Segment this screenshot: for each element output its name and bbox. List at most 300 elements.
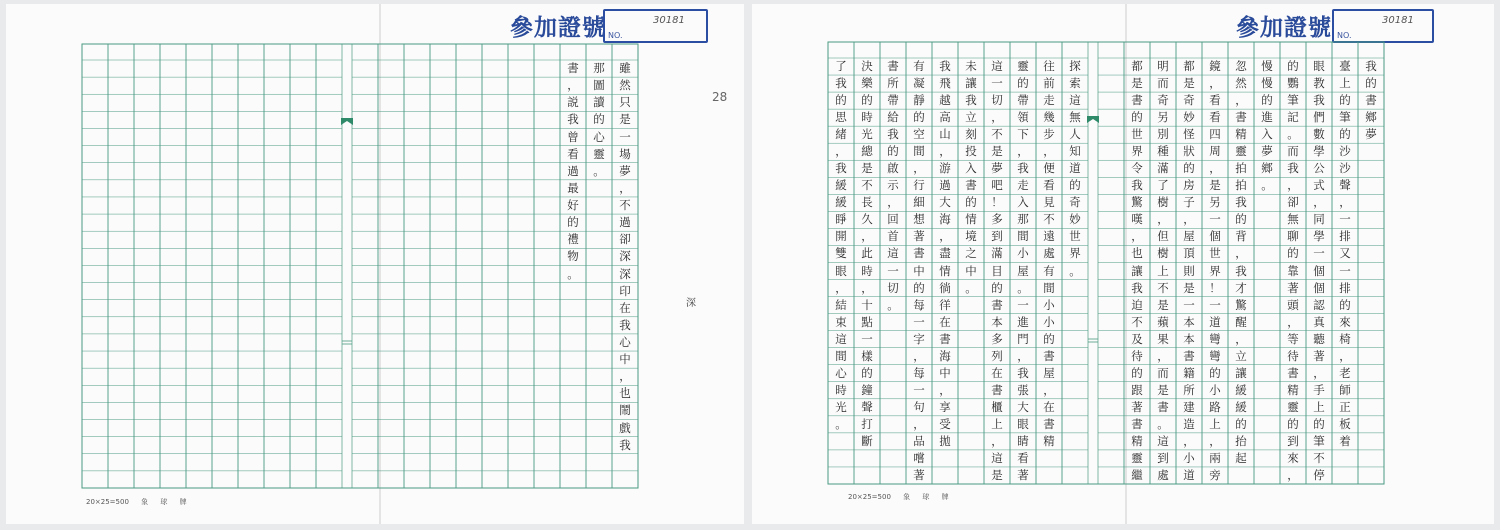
manuscript-character: 世 bbox=[1131, 127, 1143, 142]
manuscript-character: 進 bbox=[1017, 314, 1029, 329]
manuscript-character: 嚐 bbox=[913, 450, 925, 465]
manuscript-character: 圖 bbox=[593, 78, 605, 93]
manuscript-character: 靈 bbox=[1017, 59, 1029, 74]
manuscript-character: 兩 bbox=[1209, 450, 1221, 465]
manuscript-character: ， bbox=[1043, 382, 1055, 397]
manuscript-character: 入 bbox=[965, 161, 977, 176]
manuscript-character: 那 bbox=[593, 61, 605, 76]
paper-brand: 象 球 牌 bbox=[141, 498, 187, 506]
manuscript-character: 但 bbox=[1157, 229, 1169, 244]
manuscript-character: 們 bbox=[1313, 110, 1325, 125]
manuscript-character: 書 bbox=[1287, 365, 1299, 380]
center-bookmark-mark bbox=[341, 118, 353, 125]
manuscript-character: 好 bbox=[567, 198, 579, 213]
manuscript-character: 上 bbox=[991, 416, 1003, 431]
manuscript-character: 刻 bbox=[965, 127, 977, 142]
manuscript-character: 。 bbox=[1069, 263, 1081, 278]
manuscript-character: 排 bbox=[1339, 280, 1351, 295]
manuscript-character: 是 bbox=[991, 144, 1003, 159]
manuscript-character: ， bbox=[1131, 229, 1143, 244]
manuscript-character: 中 bbox=[965, 263, 977, 278]
manuscript-character: 説 bbox=[567, 95, 579, 110]
manuscript-character: 一 bbox=[1017, 297, 1029, 312]
manuscript-character: 書 bbox=[887, 59, 899, 74]
manuscript-character: 。 bbox=[835, 416, 847, 431]
manuscript-character: 給 bbox=[887, 110, 899, 125]
manuscript-character: 一 bbox=[991, 76, 1003, 91]
manuscript-character: 我 bbox=[965, 93, 977, 108]
insert-mark: 深 bbox=[686, 298, 696, 309]
manuscript-character: 屋 bbox=[1183, 229, 1195, 244]
manuscript-character: 建 bbox=[1183, 399, 1195, 414]
manuscript-character: 師 bbox=[1339, 382, 1351, 397]
manuscript-character: 也 bbox=[1131, 246, 1143, 261]
manuscript-character: 界 bbox=[1209, 263, 1221, 278]
grid-border bbox=[82, 44, 638, 488]
manuscript-character: ， bbox=[1209, 76, 1221, 91]
manuscript-character: 看 bbox=[567, 146, 579, 161]
manuscript-character: 旁 bbox=[1209, 467, 1221, 482]
manuscript-character: 徜 bbox=[939, 280, 951, 295]
manuscript-character: 一 bbox=[913, 382, 925, 397]
manuscript-character: 。 bbox=[965, 280, 977, 295]
manuscript-character: 大 bbox=[1017, 399, 1029, 414]
manuscript-character: ， bbox=[1339, 348, 1351, 363]
manuscript-character: 一 bbox=[1313, 246, 1325, 261]
manuscript-character: 鄉 bbox=[1261, 161, 1273, 176]
manuscript-character: 我 bbox=[835, 76, 847, 91]
manuscript-character: ， bbox=[1235, 93, 1247, 108]
manuscript-character: 書 bbox=[965, 178, 977, 193]
manuscript-character: 深 bbox=[619, 266, 631, 281]
manuscript-character: 夢 bbox=[1365, 127, 1377, 142]
manuscript-character: 有 bbox=[913, 59, 925, 74]
manuscript-character: 讀 bbox=[593, 95, 605, 110]
manuscript-character: 聲 bbox=[1339, 178, 1351, 193]
manuscript-character: 狀 bbox=[1183, 144, 1195, 159]
manuscript-character: 聲 bbox=[861, 399, 873, 414]
manuscript-character: 書 bbox=[567, 61, 579, 76]
manuscript-character: 學 bbox=[1313, 229, 1325, 244]
manuscript-character: 及 bbox=[1131, 331, 1143, 346]
manuscript-character: 領 bbox=[1017, 110, 1029, 125]
manuscript-character: 果 bbox=[1157, 331, 1169, 346]
manuscript-character: 切 bbox=[887, 280, 899, 295]
manuscript-character: 著 bbox=[1287, 280, 1299, 295]
manuscript-character: 待 bbox=[1131, 348, 1143, 363]
manuscript-character: 我 bbox=[567, 112, 579, 127]
manuscript-character: 所 bbox=[887, 76, 899, 91]
manuscript-character: 思 bbox=[835, 110, 847, 125]
manuscript-character: 緩 bbox=[835, 195, 847, 210]
manuscript-character: 同 bbox=[1313, 212, 1325, 227]
manuscript-character: 上 bbox=[1339, 76, 1351, 91]
manuscript-character: 我 bbox=[887, 127, 899, 142]
manuscript-character: 個 bbox=[1313, 280, 1325, 295]
manuscript-character: 的 bbox=[1131, 365, 1143, 380]
manuscript-character: 驚 bbox=[1235, 297, 1247, 312]
manuscript-character: 凝 bbox=[913, 76, 925, 91]
manuscript-character: 時 bbox=[835, 382, 847, 397]
manuscript-character: 的 bbox=[835, 93, 847, 108]
manuscript-character: ， bbox=[861, 280, 873, 295]
manuscript-character: 我 bbox=[619, 317, 631, 332]
manuscript-character: 大 bbox=[939, 195, 951, 210]
manuscript-character: 筆 bbox=[1287, 93, 1299, 108]
manuscript-character: 樹 bbox=[1157, 246, 1169, 261]
manuscript-character: 四 bbox=[1209, 127, 1221, 142]
manuscript-character: 時 bbox=[861, 263, 873, 278]
manuscript-character: 探 bbox=[1069, 59, 1081, 74]
manuscript-character: 書 bbox=[991, 382, 1003, 397]
manuscript-character: 認 bbox=[1313, 297, 1325, 312]
manuscript-character: ， bbox=[887, 195, 899, 210]
manuscript-character: 的 bbox=[1131, 110, 1143, 125]
manuscript-character: 本 bbox=[1183, 314, 1195, 329]
manuscript-character: 投 bbox=[965, 144, 977, 159]
manuscript-character: 的 bbox=[1287, 59, 1299, 74]
manuscript-character: 停 bbox=[1313, 467, 1325, 482]
manuscript-character: 一 bbox=[1209, 212, 1221, 227]
manuscript-character: ， bbox=[939, 229, 951, 244]
manuscript-character: 的 bbox=[965, 195, 977, 210]
manuscript-character: 夢 bbox=[991, 161, 1003, 176]
manuscript-character: 學 bbox=[1313, 144, 1325, 159]
manuscript-character: 一 bbox=[1209, 297, 1221, 312]
manuscript-character: 斷 bbox=[861, 433, 873, 448]
manuscript-character: 另 bbox=[1209, 195, 1221, 210]
manuscript-character: 是 bbox=[1183, 76, 1195, 91]
manuscript-character: 路 bbox=[1209, 399, 1221, 414]
manuscript-character: 奇 bbox=[1157, 93, 1169, 108]
manuscript-character: ， bbox=[1209, 433, 1221, 448]
manuscript-character: 雖 bbox=[619, 61, 631, 76]
manuscript-character: 書 bbox=[939, 331, 951, 346]
manuscript-character: 樣 bbox=[861, 348, 873, 363]
manuscript-character: 靜 bbox=[913, 93, 925, 108]
manuscript-character: 首 bbox=[887, 229, 899, 244]
manuscript-character: 著 bbox=[1131, 399, 1143, 414]
manuscript-character: 門 bbox=[1017, 331, 1029, 346]
manuscript-character: 一 bbox=[913, 314, 925, 329]
manuscript-character: 中 bbox=[913, 263, 925, 278]
manuscript-character: 書 bbox=[1183, 348, 1195, 363]
manuscript-character: 睛 bbox=[1017, 433, 1029, 448]
manuscript-character: 處 bbox=[1157, 467, 1169, 482]
manuscript-character: 走 bbox=[1043, 93, 1055, 108]
manuscript-character: 行 bbox=[913, 178, 925, 193]
manuscript-character: 書 bbox=[1235, 110, 1247, 125]
manuscript-character: 子 bbox=[1183, 195, 1195, 210]
manuscript-character: 屋 bbox=[1017, 263, 1029, 278]
manuscript-character: 公 bbox=[1313, 161, 1325, 176]
manuscript-character: ， bbox=[991, 110, 1003, 125]
manuscript-character: ！ bbox=[991, 195, 1003, 210]
manuscript-character: 讓 bbox=[1235, 365, 1247, 380]
manuscript-character: 回 bbox=[887, 212, 899, 227]
manuscript-character: 迫 bbox=[1131, 297, 1143, 312]
manuscript-character: 在 bbox=[991, 365, 1003, 380]
manuscript-character: 書 bbox=[991, 297, 1003, 312]
manuscript-character: 不 bbox=[619, 198, 631, 213]
manuscript-character: 之 bbox=[965, 246, 977, 261]
manuscript-character: 老 bbox=[1339, 365, 1351, 380]
manuscript-character: 籍 bbox=[1183, 365, 1195, 380]
manuscript-character: 最 bbox=[567, 180, 579, 195]
manuscript-character: 嘆 bbox=[1131, 212, 1143, 227]
manuscript-character: 書 bbox=[1157, 399, 1169, 414]
manuscript-character: 數 bbox=[1313, 127, 1325, 142]
left-sheet bbox=[6, 4, 744, 524]
manuscript-character: 我 bbox=[939, 59, 951, 74]
manuscript-character: 是 bbox=[1131, 76, 1143, 91]
manuscript-character: 精 bbox=[1235, 127, 1247, 142]
manuscript-character: 小 bbox=[1043, 314, 1055, 329]
manuscript-character: 帶 bbox=[887, 93, 899, 108]
manuscript-character: 切 bbox=[991, 93, 1003, 108]
manuscript-character: 頭 bbox=[1287, 297, 1299, 312]
manuscript-character: 書 bbox=[1043, 348, 1055, 363]
manuscript-character: 周 bbox=[1209, 144, 1221, 159]
manuscript-character: 中 bbox=[939, 365, 951, 380]
manuscript-character: 有 bbox=[1043, 263, 1055, 278]
manuscript-character: ， bbox=[1157, 212, 1169, 227]
manuscript-character: 我 bbox=[1235, 263, 1247, 278]
manuscript-character: 列 bbox=[991, 348, 1003, 363]
manuscript-character: 目 bbox=[991, 263, 1003, 278]
manuscript-character: ， bbox=[991, 433, 1003, 448]
manuscript-character: 深 bbox=[619, 249, 631, 264]
manuscript-character: 無 bbox=[1287, 212, 1299, 227]
manuscript-character: 到 bbox=[1157, 450, 1169, 465]
right-sheet bbox=[752, 4, 1494, 524]
manuscript-character: 道 bbox=[1183, 467, 1195, 482]
manuscript-character: 間 bbox=[913, 144, 925, 159]
manuscript-character: 本 bbox=[991, 314, 1003, 329]
manuscript-character: 細 bbox=[913, 195, 925, 210]
manuscript-character: ， bbox=[1209, 161, 1221, 176]
manuscript-character: 中 bbox=[619, 352, 631, 367]
manuscript-character: 怪 bbox=[1183, 127, 1195, 142]
manuscript-character: 久 bbox=[861, 212, 873, 227]
manuscript-character: 是 bbox=[1157, 382, 1169, 397]
manuscript-character: 的 bbox=[1339, 127, 1351, 142]
manuscript-character: 這 bbox=[991, 59, 1003, 74]
manuscript-character: 櫃 bbox=[991, 399, 1003, 414]
manuscript-character: 書 bbox=[913, 246, 925, 261]
manuscript-character: 卻 bbox=[619, 232, 631, 247]
stamp-no-label: NO. bbox=[608, 31, 623, 40]
manuscript-character: ， bbox=[567, 78, 579, 93]
manuscript-character: 這 bbox=[887, 246, 899, 261]
grid-size-label: 20×25=500 bbox=[848, 493, 891, 501]
manuscript-character: 精 bbox=[1131, 433, 1143, 448]
manuscript-character: 卻 bbox=[1287, 195, 1299, 210]
manuscript-character: 未 bbox=[965, 59, 977, 74]
paper-footer bbox=[86, 497, 187, 507]
manuscript-character: 了 bbox=[1157, 178, 1169, 193]
manuscript-character: 入 bbox=[1017, 195, 1029, 210]
manuscript-character: 小 bbox=[1017, 246, 1029, 261]
manuscript-character: 拍 bbox=[1235, 161, 1247, 176]
manuscript-character: 看 bbox=[1209, 93, 1221, 108]
manuscript-character: 才 bbox=[1235, 280, 1247, 295]
manuscript-character: 小 bbox=[1209, 382, 1221, 397]
manuscript-character: 一 bbox=[1339, 212, 1351, 227]
manuscript-character: 間 bbox=[835, 348, 847, 363]
manuscript-character: 奇 bbox=[1183, 93, 1195, 108]
manuscript-character: ， bbox=[1017, 144, 1029, 159]
manuscript-character: 游 bbox=[939, 161, 951, 176]
stamp-label: 參加證號 bbox=[510, 14, 606, 41]
manuscript-character: 不 bbox=[1313, 450, 1325, 465]
manuscript-character: 索 bbox=[1069, 76, 1081, 91]
manuscript-character: 的 bbox=[1209, 365, 1221, 380]
manuscript-character: 小 bbox=[1043, 297, 1055, 312]
manuscript-character: 種 bbox=[1157, 144, 1169, 159]
manuscript-character: 我 bbox=[1131, 178, 1143, 193]
manuscript-character: 起 bbox=[1235, 450, 1247, 465]
manuscript-character: 心 bbox=[619, 334, 631, 349]
manuscript-character: 滿 bbox=[991, 246, 1003, 261]
manuscript-character: 著 bbox=[1313, 348, 1325, 363]
manuscript-character: 界 bbox=[1131, 144, 1143, 159]
manuscript-character: ， bbox=[1183, 433, 1195, 448]
manuscript-character: 我 bbox=[835, 161, 847, 176]
manuscript-character: 鸚 bbox=[1287, 76, 1299, 91]
manuscript-character: 的 bbox=[1313, 416, 1325, 431]
manuscript-character: 只 bbox=[619, 95, 631, 110]
manuscript-character: 心 bbox=[835, 365, 847, 380]
manuscript-character: 立 bbox=[1235, 348, 1247, 363]
manuscript-character: 書 bbox=[1043, 416, 1055, 431]
manuscript-character: 道 bbox=[1069, 161, 1081, 176]
manuscript-character: 又 bbox=[1339, 246, 1351, 261]
manuscript-character: ， bbox=[1043, 144, 1055, 159]
manuscript-character: 睜 bbox=[835, 212, 847, 227]
manuscript-character: 明 bbox=[1157, 59, 1169, 74]
manuscript-character: 來 bbox=[1287, 450, 1299, 465]
manuscript-character: 總 bbox=[861, 144, 873, 159]
manuscript-character: 沙 bbox=[1339, 161, 1351, 176]
manuscript-character: ， bbox=[835, 144, 847, 159]
manuscript-character: 一 bbox=[1339, 263, 1351, 278]
manuscript-character: 間 bbox=[1043, 280, 1055, 295]
manuscript-character: 的 bbox=[1069, 178, 1081, 193]
manuscript-character: 夢 bbox=[619, 163, 631, 178]
manuscript-character: 不 bbox=[1157, 280, 1169, 295]
manuscript-character: 醒 bbox=[1235, 314, 1247, 329]
manuscript-character: 是 bbox=[991, 467, 1003, 482]
manuscript-character: 的 bbox=[913, 110, 925, 125]
manuscript-character: 一 bbox=[861, 331, 873, 346]
manuscript-character: 著 bbox=[1017, 467, 1029, 482]
manuscript-character: 精 bbox=[1043, 433, 1055, 448]
manuscript-character: ， bbox=[619, 369, 631, 384]
manuscript-character: 鐘 bbox=[861, 382, 873, 397]
manuscript-character: ， bbox=[1235, 331, 1247, 346]
manuscript-character: ， bbox=[1313, 365, 1325, 380]
manuscript-character: 的 bbox=[1365, 76, 1377, 91]
manuscript-character: 海 bbox=[939, 212, 951, 227]
manuscript-character: 鄉 bbox=[1365, 110, 1377, 125]
manuscript-character: 靈 bbox=[1235, 144, 1247, 159]
manuscript-character: 示 bbox=[887, 178, 899, 193]
manuscript-character: 每 bbox=[913, 297, 925, 312]
manuscript-character: 步 bbox=[1043, 127, 1055, 142]
manuscript-character: 。 bbox=[1157, 416, 1169, 431]
manuscript-character: ， bbox=[1287, 178, 1299, 193]
manuscript-character: 我 bbox=[1131, 280, 1143, 295]
manuscript-character: ， bbox=[835, 280, 847, 295]
manuscript-character: ， bbox=[1339, 195, 1351, 210]
paper-brand: 象 球 牌 bbox=[903, 493, 949, 501]
manuscript-character: 靈 bbox=[593, 146, 605, 161]
manuscript-character: 空 bbox=[913, 127, 925, 142]
manuscript-character: 多 bbox=[991, 212, 1003, 227]
manuscript-character: 不 bbox=[1043, 212, 1055, 227]
manuscript-character: 讓 bbox=[965, 76, 977, 91]
manuscript-character: 句 bbox=[913, 399, 925, 414]
manuscript-character: 筆 bbox=[1339, 110, 1351, 125]
manuscript-character: 處 bbox=[1043, 246, 1055, 261]
manuscript-character: 上 bbox=[1209, 416, 1221, 431]
paper-footer bbox=[848, 492, 949, 502]
manuscript-character: 書 bbox=[1131, 93, 1143, 108]
manuscript-character: 帶 bbox=[1017, 93, 1029, 108]
manuscript-character: ， bbox=[1183, 212, 1195, 227]
manuscript-character: 眼 bbox=[1017, 416, 1029, 431]
manuscript-character: 道 bbox=[1209, 314, 1221, 329]
manuscript-character: 奇 bbox=[1069, 195, 1081, 210]
manuscript-character: 了 bbox=[835, 59, 847, 74]
manuscript-character: 我 bbox=[619, 437, 631, 452]
manuscript-character: 。 bbox=[1287, 127, 1299, 142]
manuscript-character: 蘋 bbox=[1157, 314, 1169, 329]
manuscript-character: 心 bbox=[593, 129, 605, 144]
manuscript-character: 界 bbox=[1069, 246, 1081, 261]
manuscript-character: 的 bbox=[887, 144, 899, 159]
manuscript-character: 繼 bbox=[1131, 467, 1143, 482]
manuscript-character: 然 bbox=[619, 78, 631, 93]
stamp-number: 30181 bbox=[1382, 15, 1414, 26]
manuscript-character: 。 bbox=[887, 297, 899, 312]
manuscript-character: ！ bbox=[1209, 280, 1221, 295]
manuscript-character: 背 bbox=[1235, 229, 1247, 244]
manuscript-character: 個 bbox=[1209, 229, 1221, 244]
manuscript-character: 世 bbox=[1209, 246, 1221, 261]
stamp-no-label: NO. bbox=[1337, 31, 1352, 40]
manuscript-character: 夢 bbox=[1261, 144, 1273, 159]
manuscript-character: 妙 bbox=[1069, 212, 1081, 227]
manuscript-character: 我 bbox=[1287, 161, 1299, 176]
manuscript-character: 字 bbox=[913, 331, 925, 346]
manuscript-character: 決 bbox=[861, 59, 873, 74]
manuscript-character: 禮 bbox=[567, 232, 579, 247]
manuscript-character: 忽 bbox=[1235, 59, 1247, 74]
manuscript-character: 便 bbox=[1043, 161, 1055, 176]
manuscript-character: 知 bbox=[1069, 144, 1081, 159]
manuscript-character: ， bbox=[913, 348, 925, 363]
manuscript-character: 的 bbox=[1043, 331, 1055, 346]
manuscript-character: ， bbox=[1287, 314, 1299, 329]
manuscript-character: 臺 bbox=[1339, 59, 1351, 74]
manuscript-character: 都 bbox=[1183, 59, 1195, 74]
manuscript-character: 吧 bbox=[991, 178, 1003, 193]
manuscript-character: 緩 bbox=[1235, 382, 1247, 397]
manuscript-character: 打 bbox=[861, 416, 873, 431]
manuscript-character: 手 bbox=[1313, 382, 1325, 397]
